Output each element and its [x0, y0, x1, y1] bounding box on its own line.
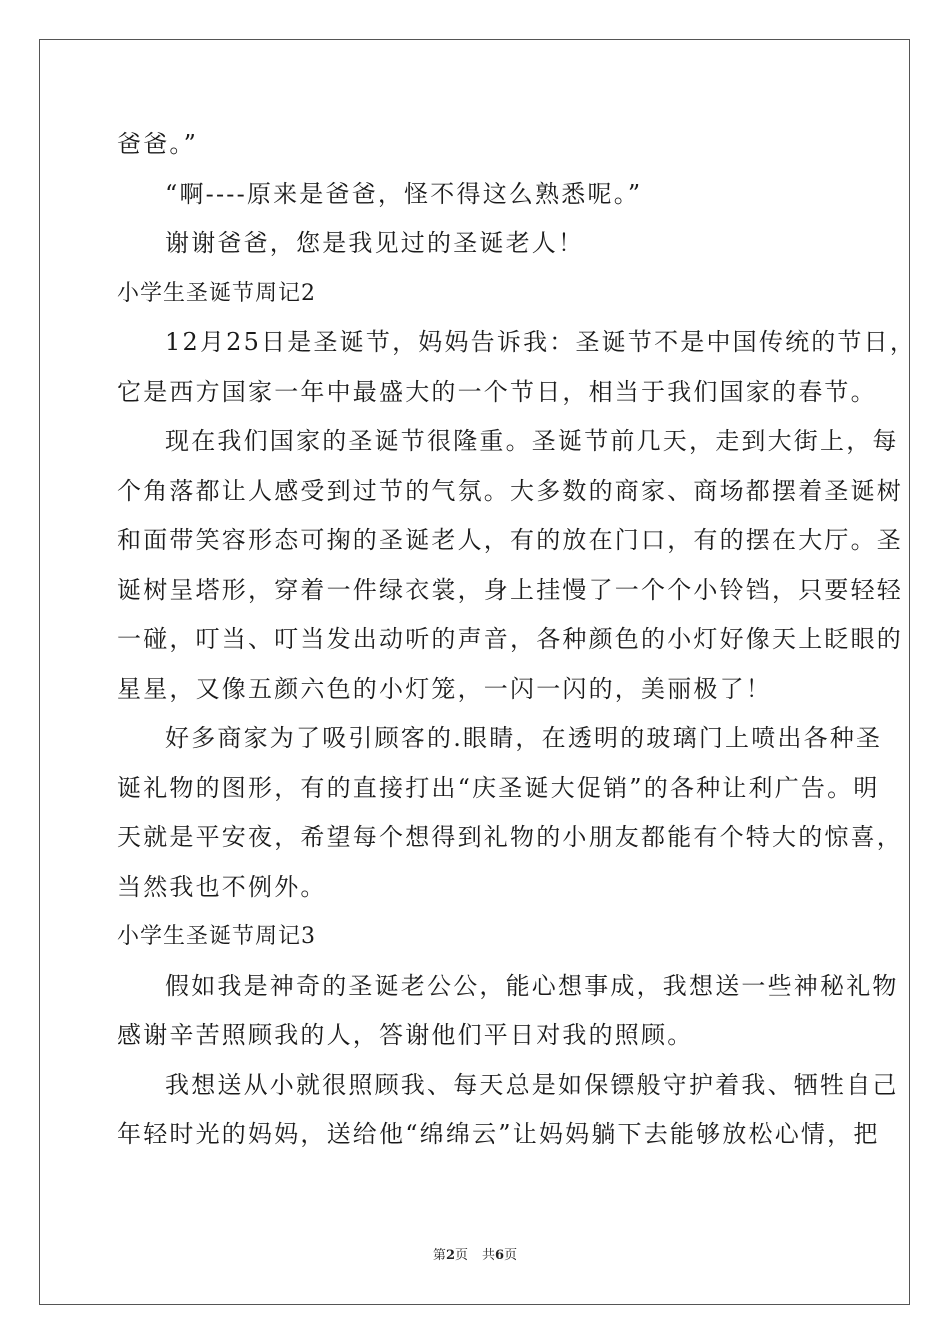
paragraph-line: 诞树呈塔形，穿着一件绿衣裳，身上挂慢了一个个小铃铛，只要轻轻 — [117, 575, 903, 604]
page-suffix: 页 — [454, 1248, 468, 1263]
total-suffix: 页 — [504, 1248, 518, 1263]
paragraph-line: 谢谢爸爸，您是我见过的圣诞老人！ — [165, 229, 585, 257]
paragraph-line: 假如我是神奇的圣诞老公公，能心想事成，我想送一些神秘礼物 — [165, 971, 899, 1000]
page-number: 2 — [445, 1248, 455, 1263]
paragraph-line: 感谢辛苦照顾我的人，答谢他们平日对我的照顾。 — [117, 1021, 694, 1049]
paragraph-line: 12月25日是圣诞节，妈妈告诉我：圣诞节不是中国传统的节日， — [165, 328, 917, 356]
paragraph-line: 和面带笑容形态可掬的圣诞老人，有的放在门口，有的摆在大厅。圣 — [117, 526, 903, 554]
paragraph-line: 诞礼物的图形，有的直接打出“庆圣诞大促销”的各种让利广告。明 — [117, 773, 880, 802]
total-prefix: 共 — [482, 1248, 496, 1263]
paragraph-line: 个角落都让人感受到过节的气氛。大多数的商家、商场都摆着圣诞树 — [117, 476, 903, 505]
total-pages: 6 — [495, 1248, 505, 1263]
section-heading: 小学生圣诞节周记3 — [117, 924, 316, 949]
paragraph-line: 我想送从小就很照顾我、每天总是如保镖般守护着我、牺牲自己 — [165, 1070, 899, 1099]
paragraph-line: 爸爸。” — [117, 130, 199, 158]
page-footer — [0, 1244, 950, 1263]
paragraph-line: 它是西方国家一年中最盛大的一个节日，相当于我们国家的春节。 — [117, 377, 877, 406]
paragraph-line: 好多商家为了吸引顾客的.眼睛，在透明的玻璃门上喷出各种圣 — [165, 724, 883, 752]
paragraph-line: 现在我们国家的圣诞节很隆重。圣诞节前几天，走到大街上，每 — [165, 427, 899, 455]
section-heading: 小学生圣诞节周记2 — [117, 280, 316, 306]
paragraph-line: 当然我也不例外。 — [117, 872, 327, 901]
paragraph-line: 一碰，叮当、叮当发出动听的声音，各种颜色的小灯好像天上眨眼的 — [117, 625, 903, 653]
paragraph-line: 年轻时光的妈妈，送给他“绵绵云”让妈妈躺下去能够放松心情，把 — [117, 1120, 880, 1148]
paragraph-line: 星星，又像五颜六色的小灯笼，一闪一闪的，美丽极了！ — [117, 674, 772, 703]
page-prefix: 第 — [432, 1248, 446, 1263]
document-body — [117, 120, 917, 1160]
paragraph-line: 天就是平安夜，希望每个想得到礼物的小朋友都能有个特大的惊喜， — [117, 823, 903, 851]
paragraph-line: “啊----原来是爸爸，怪不得这么熟悉呢。” — [165, 179, 643, 208]
